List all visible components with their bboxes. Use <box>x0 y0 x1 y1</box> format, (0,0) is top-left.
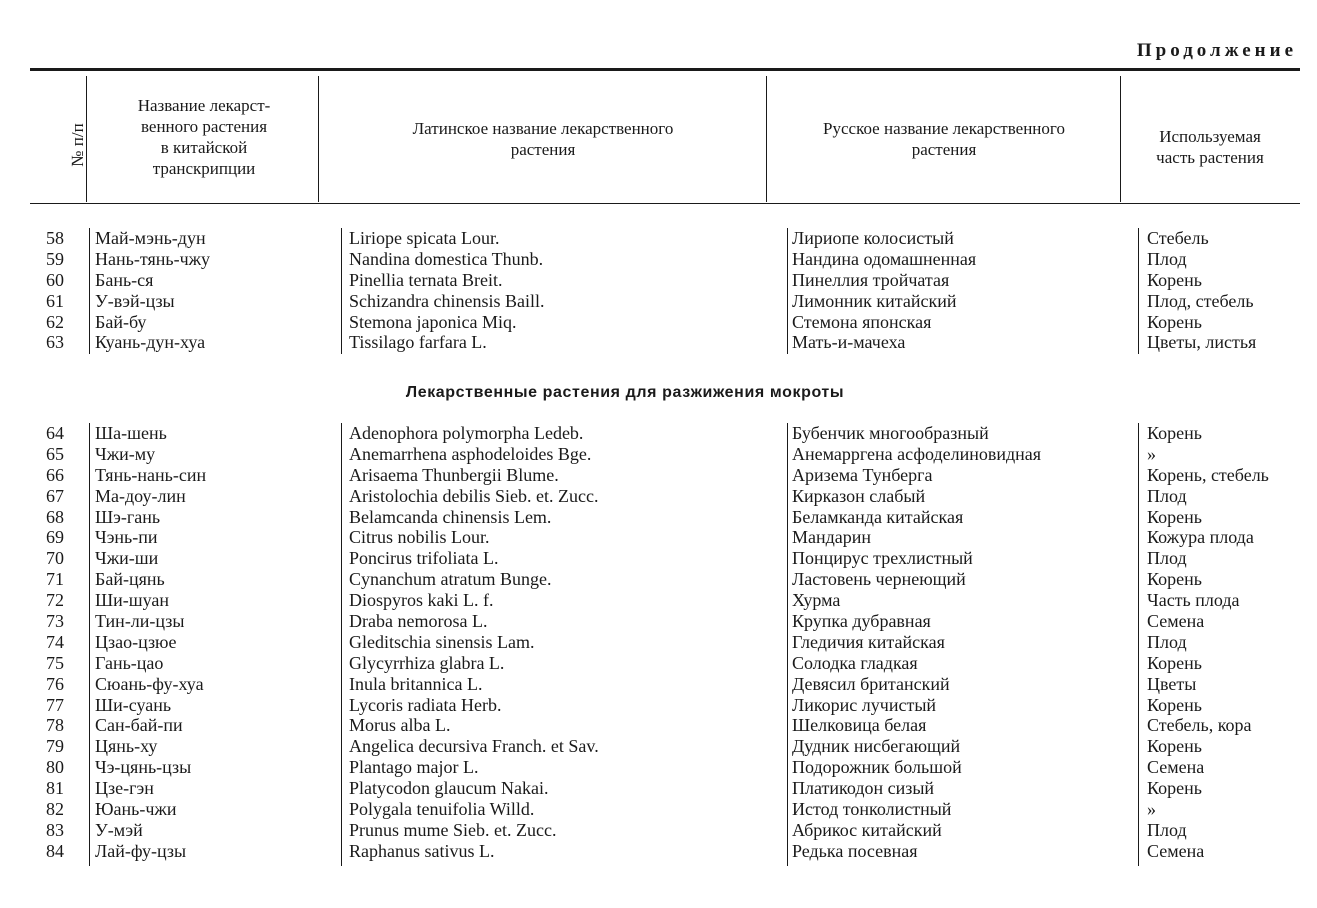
russian-name: Абрикос китайский <box>792 819 942 840</box>
latin-name: Plantago major L. <box>349 757 479 778</box>
table-header-rule <box>30 203 1300 204</box>
table-row <box>0 778 1317 799</box>
russian-name: Ликорис лучистый <box>792 694 937 715</box>
section-title: Лекарственные растения для разжижения мокроты <box>405 384 845 401</box>
russian-name: Истод тонколистный <box>792 799 952 820</box>
latin-name: Platycodon glaucum Nakai. <box>349 778 549 799</box>
table-row <box>0 527 1317 548</box>
table-row <box>0 444 1317 465</box>
row-number: 63 <box>46 332 64 353</box>
chinese-name: Бай-цянь <box>95 569 165 590</box>
plant-part: Плод <box>1147 631 1187 652</box>
header-divider <box>318 76 319 202</box>
russian-name: Хурма <box>792 590 841 611</box>
header-chinese-name: Название лекарст- венного растения в китайской транскрипции <box>137 96 271 178</box>
russian-name: Стемона японская <box>792 311 932 332</box>
header-divider <box>1120 76 1121 202</box>
latin-name: Cynanchum atratum Bunge. <box>349 569 552 590</box>
latin-name: Raphanus sativus L. <box>349 840 495 861</box>
row-number: 59 <box>46 248 64 269</box>
plant-part: » <box>1147 443 1156 464</box>
latin-name: Schizandra chinensis Baill. <box>349 290 545 311</box>
row-number: 75 <box>46 652 64 673</box>
table-row <box>0 611 1317 632</box>
latin-name: Nandina domestica Thunb. <box>349 248 544 269</box>
row-number: 60 <box>46 269 64 290</box>
table-row <box>0 228 1317 249</box>
plant-part: Стебель, кора <box>1147 715 1252 736</box>
latin-name: Arisaema Thunbergii Blume. <box>349 464 559 485</box>
row-number: 65 <box>46 443 64 464</box>
row-number: 62 <box>46 311 64 332</box>
chinese-name: Тянь-нань-син <box>95 464 207 485</box>
plant-part: Корень <box>1147 694 1202 715</box>
latin-name: Poncirus trifoliata L. <box>349 548 499 569</box>
plant-part: Цветы <box>1147 673 1197 694</box>
plant-part: Корень <box>1147 269 1202 290</box>
plant-part: Корень <box>1147 652 1202 673</box>
plant-part: Плод <box>1147 248 1187 269</box>
row-number: 82 <box>46 799 64 820</box>
plant-part: Кожура плода <box>1147 527 1254 548</box>
russian-name: Подорожник большой <box>792 757 962 778</box>
russian-name: Мать-и-мачеха <box>792 332 906 353</box>
plant-part: Часть плода <box>1147 590 1240 611</box>
header-divider <box>766 76 767 202</box>
table-row <box>0 841 1317 862</box>
chinese-name: Цзе-гэн <box>95 778 154 799</box>
plant-part: Корень <box>1147 506 1202 527</box>
chinese-name: Гань-цао <box>95 652 164 673</box>
row-number: 84 <box>46 840 64 861</box>
row-number: 77 <box>46 694 64 715</box>
chinese-name: Чэнь-пи <box>95 527 158 548</box>
chinese-name: Чжи-му <box>95 443 156 464</box>
plant-part: Корень <box>1147 736 1202 757</box>
russian-name: Солодка гладкая <box>792 652 918 673</box>
russian-name: Шелковица белая <box>792 715 927 736</box>
latin-name: Gleditschia sinensis Lam. <box>349 631 535 652</box>
latin-name: Inula britannica L. <box>349 673 483 694</box>
plant-part: Семена <box>1147 611 1205 632</box>
table-body-group-1 <box>0 228 1317 353</box>
table-row <box>0 653 1317 674</box>
russian-name: Дудник нисбегающий <box>792 736 961 757</box>
table-row <box>0 674 1317 695</box>
chinese-name: Нань-тянь-чжу <box>95 248 211 269</box>
continuation-label: Продолжение <box>1136 40 1297 61</box>
plant-part: Цветы, листья <box>1147 332 1257 353</box>
chinese-name: Чжи-ши <box>95 548 159 569</box>
header-latin-name: Латинское название лекарственного растения <box>412 119 674 159</box>
row-number: 68 <box>46 506 64 527</box>
russian-name: Нандина одомашненная <box>792 248 977 269</box>
latin-name: Liriope spicata Lour. <box>349 228 500 248</box>
table-row <box>0 715 1317 736</box>
row-number: 69 <box>46 527 64 548</box>
plant-part: Семена <box>1147 840 1205 861</box>
table-row <box>0 590 1317 611</box>
russian-name: Девясил британский <box>792 673 950 694</box>
russian-name: Аризема Тунберга <box>792 464 933 485</box>
row-number: 70 <box>46 548 64 569</box>
row-number: 64 <box>46 423 64 443</box>
chinese-name: У-вэй-цзы <box>95 290 175 311</box>
plant-part: Корень <box>1147 778 1202 799</box>
table-row <box>0 820 1317 841</box>
row-number: 81 <box>46 778 64 799</box>
table-row <box>0 423 1317 444</box>
russian-name: Беламканда китайская <box>792 506 964 527</box>
plant-part: Корень <box>1147 311 1202 332</box>
table-row <box>0 757 1317 778</box>
header-plant-part: Используемая часть растения <box>1156 127 1264 167</box>
row-number: 78 <box>46 715 64 736</box>
table-row <box>0 799 1317 820</box>
chinese-name: Ша-шень <box>95 423 167 443</box>
latin-name: Pinellia ternata Breit. <box>349 269 503 290</box>
table-row <box>0 249 1317 270</box>
table-row <box>0 332 1317 353</box>
chinese-name: Бай-бу <box>95 311 147 332</box>
latin-name: Angelica decursiva Franch. et Sav. <box>349 736 599 757</box>
latin-name: Anemarrhena asphodeloides Bge. <box>349 443 592 464</box>
russian-name: Мандарин <box>792 527 872 548</box>
chinese-name: Сан-бай-пи <box>95 715 183 736</box>
russian-name: Лимонник китайский <box>792 290 957 311</box>
row-number: 74 <box>46 631 64 652</box>
table-row <box>0 548 1317 569</box>
chinese-name: Ши-шуан <box>95 590 170 611</box>
row-number: 72 <box>46 590 64 611</box>
table-row <box>0 632 1317 653</box>
plant-part: Плод <box>1147 485 1187 506</box>
chinese-name: Лай-фу-цзы <box>95 840 187 861</box>
table-row <box>0 312 1317 333</box>
row-number: 83 <box>46 819 64 840</box>
row-number: 61 <box>46 290 64 311</box>
latin-name: Aristolochia debilis Sieb. et. Zucc. <box>349 485 599 506</box>
row-number: 80 <box>46 757 64 778</box>
table-row <box>0 507 1317 528</box>
latin-name: Citrus nobilis Lour. <box>349 527 490 548</box>
plant-part: Стебель <box>1147 228 1209 248</box>
russian-name: Платикодон сизый <box>792 778 935 799</box>
table-row <box>0 270 1317 291</box>
latin-name: Tissilago farfara L. <box>349 332 487 353</box>
plant-part: Корень <box>1147 569 1202 590</box>
plant-part: Плод, стебель <box>1147 290 1254 311</box>
latin-name: Lycoris radiata Herb. <box>349 694 502 715</box>
table-row <box>0 736 1317 757</box>
header-number: № п/п <box>68 123 87 167</box>
table-row <box>0 291 1317 312</box>
chinese-name: Сюань-фу-хуа <box>95 673 204 694</box>
latin-name: Adenophora polymorpha Ledeb. <box>349 423 584 443</box>
russian-name: Редька посевная <box>792 840 918 861</box>
row-number: 66 <box>46 464 64 485</box>
russian-name: Пинеллия тройчатая <box>792 269 950 290</box>
russian-name: Понцирус трехлистный <box>792 548 973 569</box>
latin-name: Draba nemorosa L. <box>349 611 488 632</box>
russian-name: Лириопе колосистый <box>792 228 954 248</box>
chinese-name: Шэ-гань <box>95 506 161 527</box>
chinese-name: Цянь-ху <box>95 736 158 757</box>
row-number: 76 <box>46 673 64 694</box>
chinese-name: Куань-дун-хуа <box>95 332 206 353</box>
latin-name: Glycyrrhiza glabra L. <box>349 652 505 673</box>
table-body-group-2 <box>0 423 1317 862</box>
chinese-name: Ши-суань <box>95 694 172 715</box>
plant-part: Семена <box>1147 757 1205 778</box>
plant-part: Корень <box>1147 423 1202 443</box>
plant-part: » <box>1147 799 1156 820</box>
row-number: 79 <box>46 736 64 757</box>
header-russian-name: Русское название лекарственного растения <box>823 119 1065 159</box>
table-row <box>0 465 1317 486</box>
russian-name: Анемарргена асфоделиновидная <box>792 443 1042 464</box>
latin-name: Morus alba L. <box>349 715 451 736</box>
chinese-name: Май-мэнь-дун <box>95 228 206 248</box>
chinese-name: Юань-чжи <box>95 799 177 820</box>
chinese-name: Бань-ся <box>95 269 154 290</box>
chinese-name: Тин-ли-цзы <box>95 611 185 632</box>
latin-name: Polygala tenuifolia Willd. <box>349 799 535 820</box>
russian-name: Ластовень чернеющий <box>792 569 966 590</box>
plant-part: Корень, стебель <box>1147 464 1269 485</box>
chinese-name: Цзао-цзюе <box>95 631 177 652</box>
row-number: 71 <box>46 569 64 590</box>
russian-name: Бубенчик многообразный <box>792 423 989 443</box>
chinese-name: Ма-доу-лин <box>95 485 186 506</box>
row-number: 67 <box>46 485 64 506</box>
latin-name: Stemona japonica Miq. <box>349 311 517 332</box>
chinese-name: Чэ-цянь-цзы <box>95 757 192 778</box>
row-number: 58 <box>46 228 64 248</box>
row-number: 73 <box>46 611 64 632</box>
russian-name: Крупка дубравная <box>792 611 931 632</box>
russian-name: Гледичия китайская <box>792 631 945 652</box>
plant-part: Плод <box>1147 548 1187 569</box>
latin-name: Diospyros kaki L. f. <box>349 590 494 611</box>
table-row <box>0 486 1317 507</box>
table-row <box>0 569 1317 590</box>
plant-part: Плод <box>1147 819 1187 840</box>
table-row <box>0 695 1317 716</box>
latin-name: Prunus mume Sieb. et. Zucc. <box>349 819 557 840</box>
russian-name: Кирказон слабый <box>792 485 926 506</box>
table-top-rule <box>30 68 1300 71</box>
latin-name: Belamcanda chinensis Lem. <box>349 506 552 527</box>
chinese-name: У-мэй <box>95 819 143 840</box>
